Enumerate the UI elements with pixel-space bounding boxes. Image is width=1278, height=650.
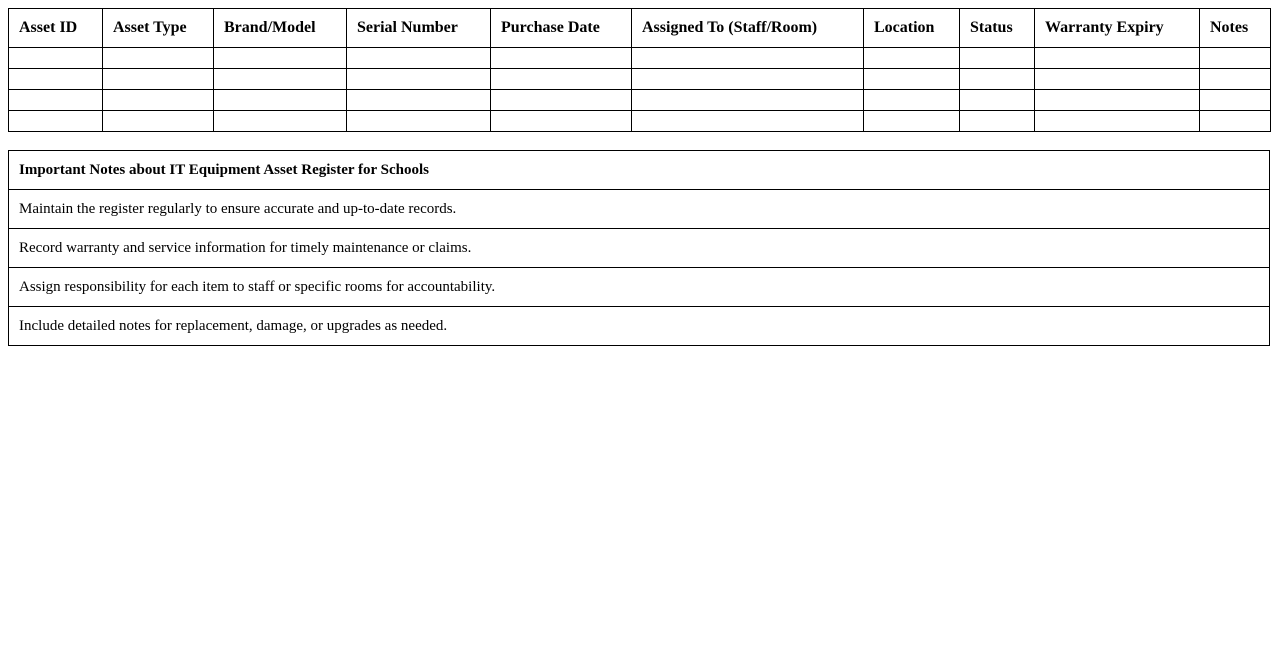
table-cell[interactable] (214, 111, 347, 132)
column-header-brand-model: Brand/Model (214, 9, 347, 48)
table-cell[interactable] (103, 69, 214, 90)
important-notes-table (8, 150, 1270, 346)
table-cell[interactable] (632, 48, 864, 69)
asset-register-table (8, 8, 1271, 132)
column-header-warranty-expiry: Warranty Expiry (1035, 9, 1200, 48)
table-cell[interactable] (347, 111, 491, 132)
table-cell[interactable] (214, 69, 347, 90)
table-cell[interactable] (864, 48, 960, 69)
table-cell[interactable] (9, 111, 103, 132)
table-cell[interactable] (632, 90, 864, 111)
table-cell[interactable] (864, 111, 960, 132)
table-cell[interactable] (214, 90, 347, 111)
note-item: Maintain the register regularly to ensure accurate and up-to-date records. (9, 190, 1270, 229)
table-cell[interactable] (103, 48, 214, 69)
table-cell[interactable] (1200, 48, 1271, 69)
table-cell[interactable] (491, 111, 632, 132)
table-cell[interactable] (1035, 111, 1200, 132)
table-cell[interactable] (103, 111, 214, 132)
column-header-notes: Notes (1200, 9, 1271, 48)
table-cell[interactable] (214, 48, 347, 69)
table-cell[interactable] (9, 48, 103, 69)
notes-row (9, 307, 1270, 346)
table-cell[interactable] (347, 48, 491, 69)
notes-title-row (9, 151, 1270, 190)
table-cell[interactable] (1200, 69, 1271, 90)
table-cell[interactable] (632, 111, 864, 132)
table-cell[interactable] (960, 111, 1035, 132)
table-row (9, 90, 1271, 111)
table-cell[interactable] (103, 90, 214, 111)
table-cell[interactable] (960, 48, 1035, 69)
note-item: Include detailed notes for replacement, damage, or upgrades as needed. (9, 307, 1270, 346)
table-cell[interactable] (9, 69, 103, 90)
note-item: Assign responsibility for each item to staff or specific rooms for accountability. (9, 268, 1270, 307)
table-cell[interactable] (1200, 111, 1271, 132)
table-cell[interactable] (1035, 48, 1200, 69)
note-item: Record warranty and service information for timely maintenance or claims. (9, 229, 1270, 268)
table-cell[interactable] (864, 90, 960, 111)
document (8, 8, 1270, 346)
column-header-purchase-date: Purchase Date (491, 9, 632, 48)
table-cell[interactable] (491, 90, 632, 111)
column-header-serial-number: Serial Number (347, 9, 491, 48)
table-header-row (9, 9, 1271, 48)
table-cell[interactable] (960, 69, 1035, 90)
table-cell[interactable] (491, 48, 632, 69)
table-cell[interactable] (1200, 90, 1271, 111)
table-cell[interactable] (1035, 69, 1200, 90)
table-row (9, 111, 1271, 132)
column-header-asset-id: Asset ID (9, 9, 103, 48)
table-cell[interactable] (347, 69, 491, 90)
column-header-location: Location (864, 9, 960, 48)
column-header-status: Status (960, 9, 1035, 48)
table-row (9, 69, 1271, 90)
notes-title: Important Notes about IT Equipment Asset Register for Schools (9, 151, 1270, 190)
table-cell[interactable] (347, 90, 491, 111)
table-cell[interactable] (1035, 90, 1200, 111)
notes-row (9, 229, 1270, 268)
table-cell[interactable] (960, 90, 1035, 111)
table-cell[interactable] (632, 69, 864, 90)
table-row (9, 48, 1271, 69)
table-cell[interactable] (491, 69, 632, 90)
notes-row (9, 190, 1270, 229)
notes-row (9, 268, 1270, 307)
table-cell[interactable] (9, 90, 103, 111)
table-cell[interactable] (864, 69, 960, 90)
column-header-assigned-to: Assigned To (Staff/Room) (632, 9, 864, 48)
column-header-asset-type: Asset Type (103, 9, 214, 48)
